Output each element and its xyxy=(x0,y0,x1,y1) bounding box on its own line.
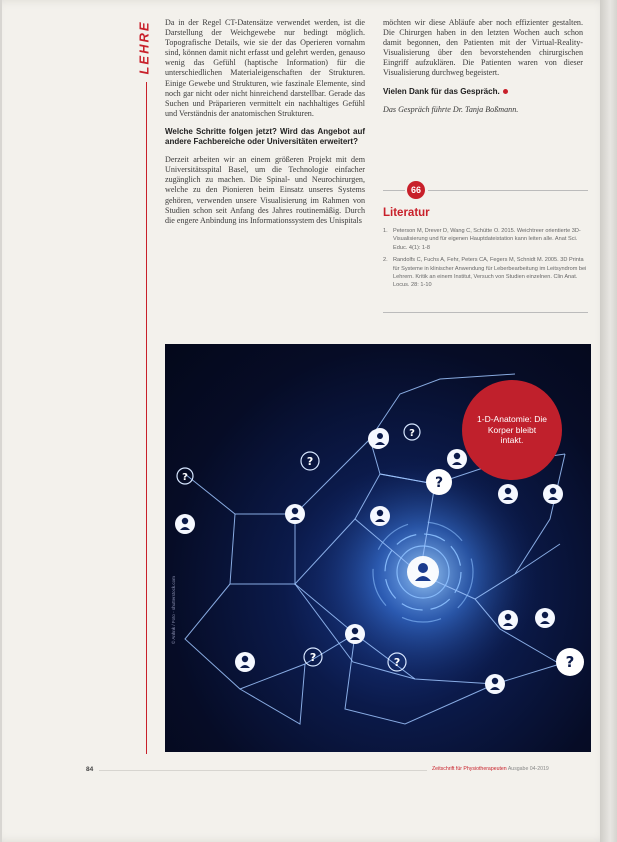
person-icon xyxy=(235,652,255,672)
person-icon xyxy=(543,484,563,504)
section-tab xyxy=(138,20,154,78)
page-gutter-shadow xyxy=(600,0,617,842)
reference-number: 1. xyxy=(383,228,388,234)
question-icon xyxy=(304,648,322,666)
person-icon xyxy=(345,624,365,644)
reference-text: Randolfs C, Fuchs A, Fehr, Peters CA, Fegers M, Schnidt M. 2005. 3D Printa für Systeme in klinischer Anwendung für Leberbearbeitung im Leitsyndrom bei Lehrern. Kritik an einem Institut, Versuch von Studien einzelnen. Clin Anat. Locus. 28: 1-10 xyxy=(393,257,587,289)
svg-text:?: ? xyxy=(409,428,415,439)
closing-thanks xyxy=(383,87,583,97)
person-icon xyxy=(371,430,389,448)
article-column-right xyxy=(383,18,583,123)
svg-text:?: ? xyxy=(309,651,317,664)
section-rule xyxy=(146,82,147,754)
interview-question: Welche Schritte folgen jetzt? Wird das Angebot auf andere Fachbereiche oder Universitäten erweitert? xyxy=(165,126,365,147)
image-credit: © Anhnk / Foto - shutterstock.com xyxy=(171,576,176,644)
paragraph: Da in der Regel CT-Datensätze verwendet werden, ist die Darstellung der Weichgewebe nur bedingt möglich. Topografische Details, wie sie der das Operieren vornahm sind, können damit nicht erfasst und gelehrt werden, genauso wenig das Gefühl (haptische Information) für die unterschiedlichen Materialeigenschaften der Strukturen. Einige Gewebe und Strukturen, wie faszinale Elemente, sind noch gar nicht oder nicht hinreichend darstellbar. Gerade das Suchen und Präparieren vermittelt ein nachhaltiges Gefühl und Verständnis der anatomischen Strukturen. xyxy=(165,18,365,118)
paragraph: möchten wir diese Abläufe aber noch effizienter gestalten. Die Chirurgen haben in den letzten Wochen auch schon damit begonnen, den Patienten mit der Virtual-Reality-Visualisierung über den bevorstehenden chirurgischen Eingriff aufzuklären. Die Patienten waren von dieser Visualisierung durchweg begeistert. xyxy=(383,18,583,78)
divider xyxy=(383,312,588,313)
question-icon xyxy=(426,469,452,495)
journal-name: Zeitschrift für Physiotherapeuten xyxy=(432,766,507,772)
svg-text:?: ? xyxy=(565,653,575,671)
question-icon xyxy=(556,648,584,676)
person-icon xyxy=(498,610,518,630)
thanks-text: Vielen Dank für das Gespräch. xyxy=(383,86,500,96)
person-icon xyxy=(285,504,305,524)
reference-item xyxy=(383,227,588,252)
divider xyxy=(383,190,405,191)
svg-text:?: ? xyxy=(434,475,444,491)
reference-item xyxy=(383,256,588,290)
central-person-icon xyxy=(407,556,439,588)
reference-text: Peterson M, Drever D, Wang C, Schütte O. 2015. Weichtreer orientierte 3D-Visualisierung und für eigenen Hauptdateistation kann leiten alle. Anat Sci. Educ. 4(1): 1-8 xyxy=(393,228,581,251)
footer-rule xyxy=(99,770,427,771)
section-label: LEHRE xyxy=(136,20,152,75)
svg-text:?: ? xyxy=(393,656,401,669)
end-bullet-icon xyxy=(503,89,508,94)
callout-bubble xyxy=(462,380,562,480)
interviewer-credit: Das Gespräch führte Dr. Tanja Boßmann. xyxy=(383,104,519,114)
svg-text:?: ? xyxy=(182,472,188,483)
paragraph: Derzeit arbeiten wir an einem größeren Projekt mit dem Universitätsspital Basel, um die Technologie einfacher zugänglich zu machen. Die Spinal- und Neurochirurgen, welche zu den Pionieren beim Einsatz unseres Systems gehören, verwenden unsere Visualisierung im Rahmen von Studien schon seit Anfang des Jahres routinemäßig. Durch die engere Anbindung ins Informationssystem des Unispitals xyxy=(165,155,365,225)
article-column-left xyxy=(165,18,365,234)
page-number: 84 xyxy=(86,766,94,773)
person-icon xyxy=(370,506,390,526)
question-icon xyxy=(177,468,193,484)
person-icon xyxy=(498,484,518,504)
divider xyxy=(428,190,588,191)
reference-list xyxy=(383,227,588,294)
question-icon xyxy=(404,424,420,440)
callout-text: 1-D-Anatomie: Die Korper bleibt intakt. xyxy=(477,414,547,446)
reference-number: 2. xyxy=(383,257,388,264)
question-icon xyxy=(301,452,319,470)
person-icon xyxy=(485,674,505,694)
person-icon xyxy=(175,514,195,534)
footer-journal xyxy=(432,766,592,772)
issue-label: Ausgabe 04-2019 xyxy=(507,766,549,772)
svg-text:?: ? xyxy=(306,455,314,468)
quote-icon: 66 xyxy=(407,181,425,199)
person-icon xyxy=(447,449,467,469)
person-icon xyxy=(535,608,555,628)
literature-heading: Literatur xyxy=(383,207,430,219)
